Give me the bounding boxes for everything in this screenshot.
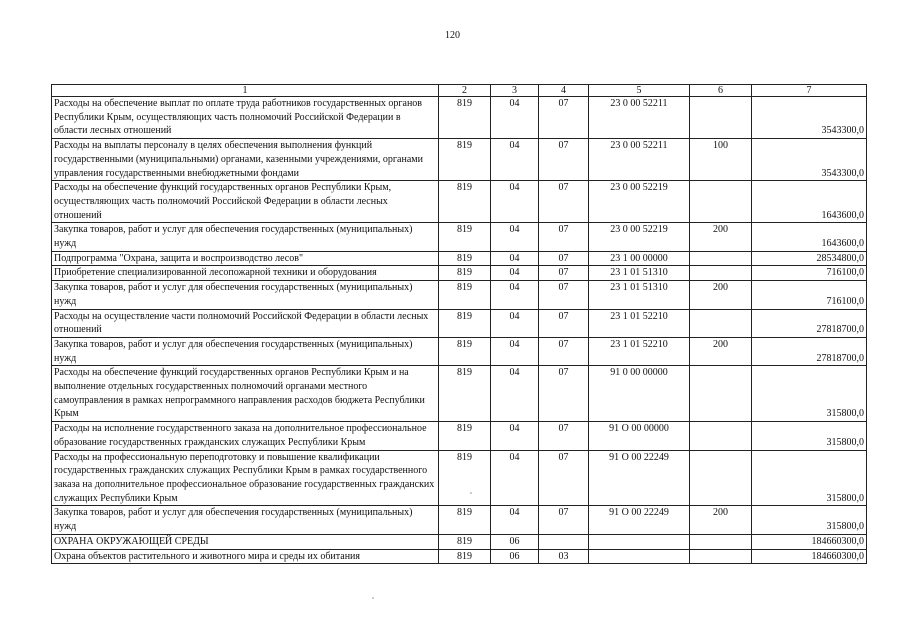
expense-name-cell: Расходы на обеспечение функций государственных органов Республики Крым, осуществляющих часть полномочий Российской Федерации в области лесных отношений <box>52 181 439 223</box>
page-number: 120 <box>445 30 460 41</box>
amount-cell: 184660300,0 <box>752 534 867 549</box>
table-row <box>52 139 867 181</box>
table-row <box>52 223 867 251</box>
amount-cell: 3543300,0 <box>752 139 867 181</box>
expense-name-cell: Расходы на обеспечение функций государственных органов Республики Крым и на выполнение отдельных государственных полномочий органами местного самоуправления в рамках непрограммного направления расходов бюджета Республики Крым <box>52 366 439 422</box>
ministry-code-cell: 819 <box>439 506 491 534</box>
target-item-cell: 91 О 00 00000 <box>589 422 690 450</box>
expense-name-cell: Расходы на профессиональную переподготовку и повышение квалификации государственных гражданских служащих Республики Крым в рамках государственного заказа на дополнительное профессиональное образование государственных гражданских служащих Республики Крым <box>52 450 439 506</box>
expense-name-cell: Подпрограмма "Охрана, защита и воспроизводство лесов" <box>52 251 439 266</box>
table-row <box>52 181 867 223</box>
ministry-code-cell: 819 <box>439 266 491 281</box>
amount-cell: 27818700,0 <box>752 337 867 365</box>
expense-type-cell <box>690 450 752 506</box>
table-header-row <box>52 85 867 97</box>
amount-cell: 27818700,0 <box>752 309 867 337</box>
expense-type-cell <box>690 97 752 139</box>
expense-name-cell: Закупка товаров, работ и услуг для обеспечения государственных (муниципальных) нужд <box>52 337 439 365</box>
expense-type-cell: 200 <box>690 223 752 251</box>
table-row <box>52 549 867 564</box>
target-item-cell <box>589 549 690 564</box>
subsection-code-cell: 07 <box>539 251 589 266</box>
header-cell: 4 <box>539 85 589 97</box>
ministry-code-cell: 819 <box>439 422 491 450</box>
section-code-cell: 04 <box>491 422 539 450</box>
target-item-cell: 23 1 01 52210 <box>589 309 690 337</box>
ministry-code-cell: 819 <box>439 450 491 506</box>
expense-name-cell: Приобретение специализированной лесопожарной техники и оборудования <box>52 266 439 281</box>
section-code-cell: 04 <box>491 337 539 365</box>
ministry-code-cell: 819 <box>439 139 491 181</box>
target-item-cell: 91 О 00 22249 <box>589 450 690 506</box>
expense-type-cell <box>690 549 752 564</box>
ministry-code-cell: 819 <box>439 309 491 337</box>
ministry-code-cell: 819 <box>439 337 491 365</box>
amount-cell: 184660300,0 <box>752 549 867 564</box>
amount-cell: 315800,0 <box>752 450 867 506</box>
expense-type-cell <box>690 309 752 337</box>
amount-cell: 3543300,0 <box>752 97 867 139</box>
target-item-cell: 23 0 00 52211 <box>589 97 690 139</box>
section-code-cell: 04 <box>491 506 539 534</box>
amount-cell: 315800,0 <box>752 422 867 450</box>
subsection-code-cell: 07 <box>539 97 589 139</box>
table-row <box>52 266 867 281</box>
ministry-code-cell: 819 <box>439 97 491 139</box>
ministry-code-cell: 819 <box>439 223 491 251</box>
amount-cell: 28534800,0 <box>752 251 867 266</box>
section-code-cell: 04 <box>491 97 539 139</box>
subsection-code-cell: 07 <box>539 309 589 337</box>
expense-name-cell: Закупка товаров, работ и услуг для обеспечения государственных (муниципальных) нужд <box>52 281 439 309</box>
expense-name-cell: Расходы на осуществление части полномочий Российской Федерации в области лесных отношений <box>52 309 439 337</box>
expense-type-cell: 200 <box>690 337 752 365</box>
section-code-cell: 04 <box>491 266 539 281</box>
target-item-cell: 91 0 00 00000 <box>589 366 690 422</box>
expense-name-cell: Расходы на выплаты персоналу в целях обеспечения выполнения функций государственными (муниципальными) органами, казенными учреждениями, органами управления государственными внебюджетными фондами <box>52 139 439 181</box>
table-row <box>52 251 867 266</box>
section-code-cell: 06 <box>491 549 539 564</box>
table-row <box>52 534 867 549</box>
expense-type-cell <box>690 266 752 281</box>
subsection-code-cell: 07 <box>539 139 589 181</box>
expense-type-cell <box>690 251 752 266</box>
section-code-cell: 04 <box>491 281 539 309</box>
subsection-code-cell: 07 <box>539 422 589 450</box>
expense-name-cell: Расходы на исполнение государственного заказа на дополнительное профессиональное образование государственных гражданских служащих Республики Крым <box>52 422 439 450</box>
section-code-cell: 06 <box>491 534 539 549</box>
table-row <box>52 422 867 450</box>
table-row <box>52 97 867 139</box>
expense-name-cell: ОХРАНА ОКРУЖАЮЩЕЙ СРЕДЫ <box>52 534 439 549</box>
ministry-code-cell: 819 <box>439 549 491 564</box>
expense-type-cell: 200 <box>690 281 752 309</box>
expense-type-cell <box>690 534 752 549</box>
subsection-code-cell: 07 <box>539 181 589 223</box>
expense-type-cell <box>690 181 752 223</box>
target-item-cell: 23 0 00 52219 <box>589 181 690 223</box>
header-cell: 7 <box>752 85 867 97</box>
header-cell: 6 <box>690 85 752 97</box>
section-code-cell: 04 <box>491 450 539 506</box>
table-row <box>52 281 867 309</box>
subsection-code-cell <box>539 534 589 549</box>
amount-cell: 1643600,0 <box>752 223 867 251</box>
target-item-cell: 91 О 00 22249 <box>589 506 690 534</box>
amount-cell: 716100,0 <box>752 266 867 281</box>
amount-cell: 1643600,0 <box>752 181 867 223</box>
table-row <box>52 450 867 506</box>
target-item-cell: 23 0 00 52211 <box>589 139 690 181</box>
scan-dot <box>470 492 472 494</box>
target-item-cell: 23 1 01 51310 <box>589 281 690 309</box>
subsection-code-cell: 07 <box>539 266 589 281</box>
subsection-code-cell: 07 <box>539 366 589 422</box>
target-item-cell: 23 1 00 00000 <box>589 251 690 266</box>
header-cell: 1 <box>52 85 439 97</box>
ministry-code-cell: 819 <box>439 251 491 266</box>
table-row <box>52 309 867 337</box>
amount-cell: 315800,0 <box>752 366 867 422</box>
target-item-cell: 23 1 01 52210 <box>589 337 690 365</box>
expense-name-cell: Расходы на обеспечение выплат по оплате труда работников государственных органов Республики Крым, осуществляющих часть полномочий Российской Федерации в области лесных отношений <box>52 97 439 139</box>
section-code-cell: 04 <box>491 223 539 251</box>
expense-type-cell: 200 <box>690 506 752 534</box>
section-code-cell: 04 <box>491 139 539 181</box>
ministry-code-cell: 819 <box>439 281 491 309</box>
expense-name-cell: Закупка товаров, работ и услуг для обеспечения государственных (муниципальных) нужд <box>52 223 439 251</box>
expense-name-cell: Охрана объектов растительного и животного мира и среды их обитания <box>52 549 439 564</box>
expense-type-cell: 100 <box>690 139 752 181</box>
subsection-code-cell: 07 <box>539 450 589 506</box>
section-code-cell: 04 <box>491 251 539 266</box>
section-code-cell: 04 <box>491 181 539 223</box>
section-code-cell: 04 <box>491 309 539 337</box>
ministry-code-cell: 819 <box>439 366 491 422</box>
expense-name-cell: Закупка товаров, работ и услуг для обеспечения государственных (муниципальных) нужд <box>52 506 439 534</box>
header-cell: 2 <box>439 85 491 97</box>
section-code-cell: 04 <box>491 366 539 422</box>
amount-cell: 315800,0 <box>752 506 867 534</box>
subsection-code-cell: 07 <box>539 223 589 251</box>
header-cell: 3 <box>491 85 539 97</box>
target-item-cell: 23 1 01 51310 <box>589 266 690 281</box>
amount-cell: 716100,0 <box>752 281 867 309</box>
target-item-cell <box>589 534 690 549</box>
scan-dot <box>372 597 374 599</box>
subsection-code-cell: 03 <box>539 549 589 564</box>
subsection-code-cell: 07 <box>539 337 589 365</box>
ministry-code-cell: 819 <box>439 534 491 549</box>
table-row <box>52 506 867 534</box>
budget-table <box>51 84 867 564</box>
ministry-code-cell: 819 <box>439 181 491 223</box>
subsection-code-cell: 07 <box>539 506 589 534</box>
table-row <box>52 337 867 365</box>
subsection-code-cell: 07 <box>539 281 589 309</box>
expense-type-cell <box>690 366 752 422</box>
expense-type-cell <box>690 422 752 450</box>
table-row <box>52 366 867 422</box>
target-item-cell: 23 0 00 52219 <box>589 223 690 251</box>
header-cell: 5 <box>589 85 690 97</box>
